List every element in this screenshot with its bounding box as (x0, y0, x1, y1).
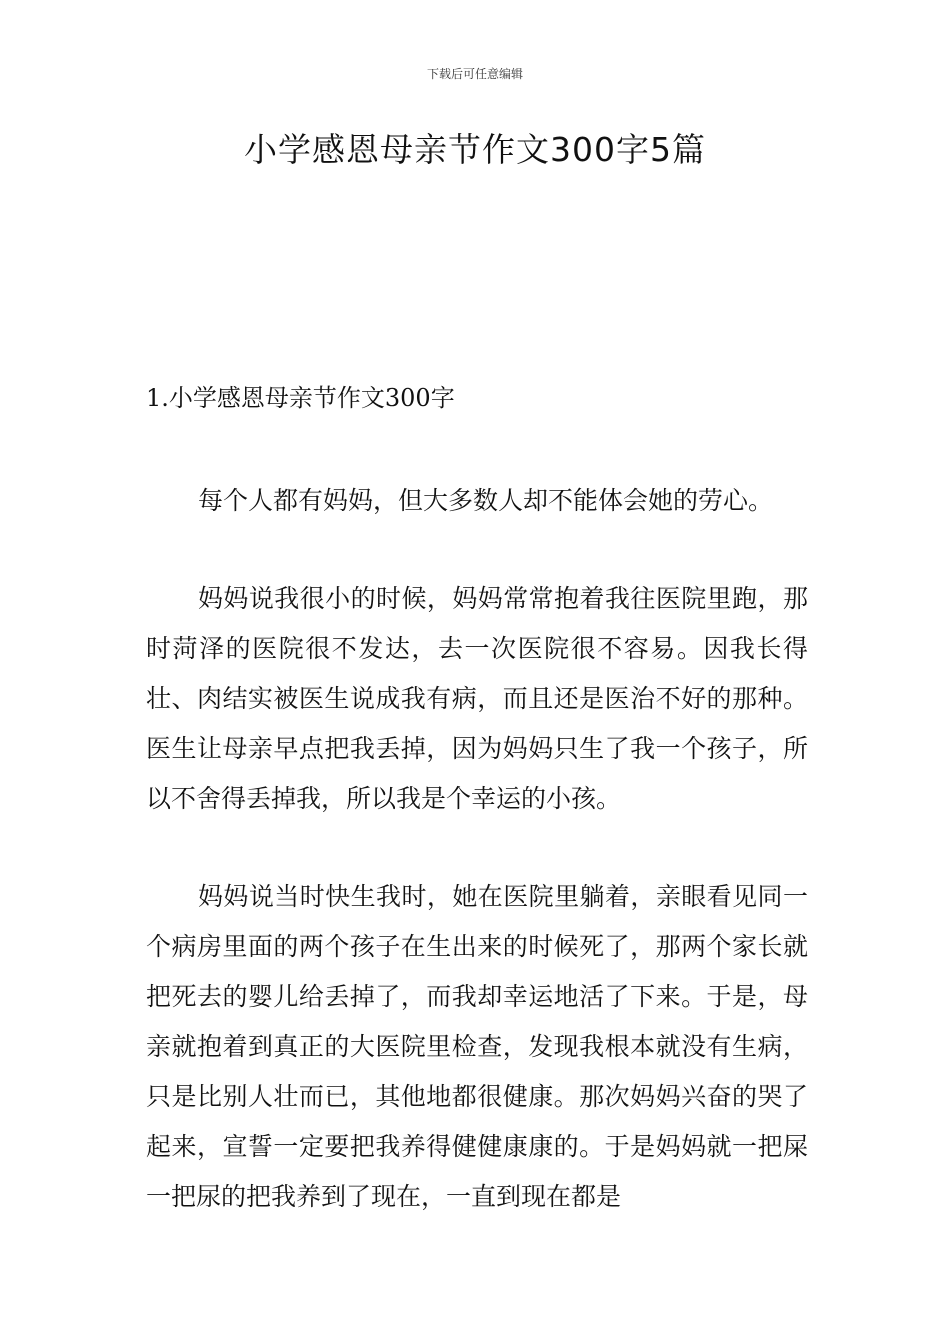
page-header-note: 下载后可任意编辑 (426, 67, 523, 81)
section-heading: 1.小学感恩母亲节作文300字 (146, 384, 455, 412)
document-title: 小学感恩母亲节作文300字5篇 (244, 130, 706, 169)
paragraph-3: 妈妈说当时快生我时，她在医院里躺着，亲眼看见同一个病房里面的两个孩子在生出来的时候死了，那两个家长就把死去的婴儿给丢掉了，而我却幸运地活了下来。于是，母亲就抱着到真正的大医院里检查，发现我根本就没有生病，只是比别人壮而已，其他地都很健康。那次妈妈兴奋的哭了起来，宣誓一定要把我养得健健康康的。于是妈妈就一把屎一把尿的把我养到了现在，一直到现在都是 (146, 882, 808, 1211)
paragraph-1: 每个人都有妈妈，但大多数人却不能体会她的劳心。 (198, 486, 774, 515)
paragraph-2: 妈妈说我很小的时候，妈妈常常抱着我往医院里跑，那时菏泽的医院很不发达，去一次医院很不容易。因我长得壮、肉结实被医生说成我有病，而且还是医治不好的那种。医生让母亲早点把我丢掉，因为妈妈只生了我一个孩子，所以不舍得丢掉我，所以我是个幸运的小孩。 (146, 584, 808, 813)
